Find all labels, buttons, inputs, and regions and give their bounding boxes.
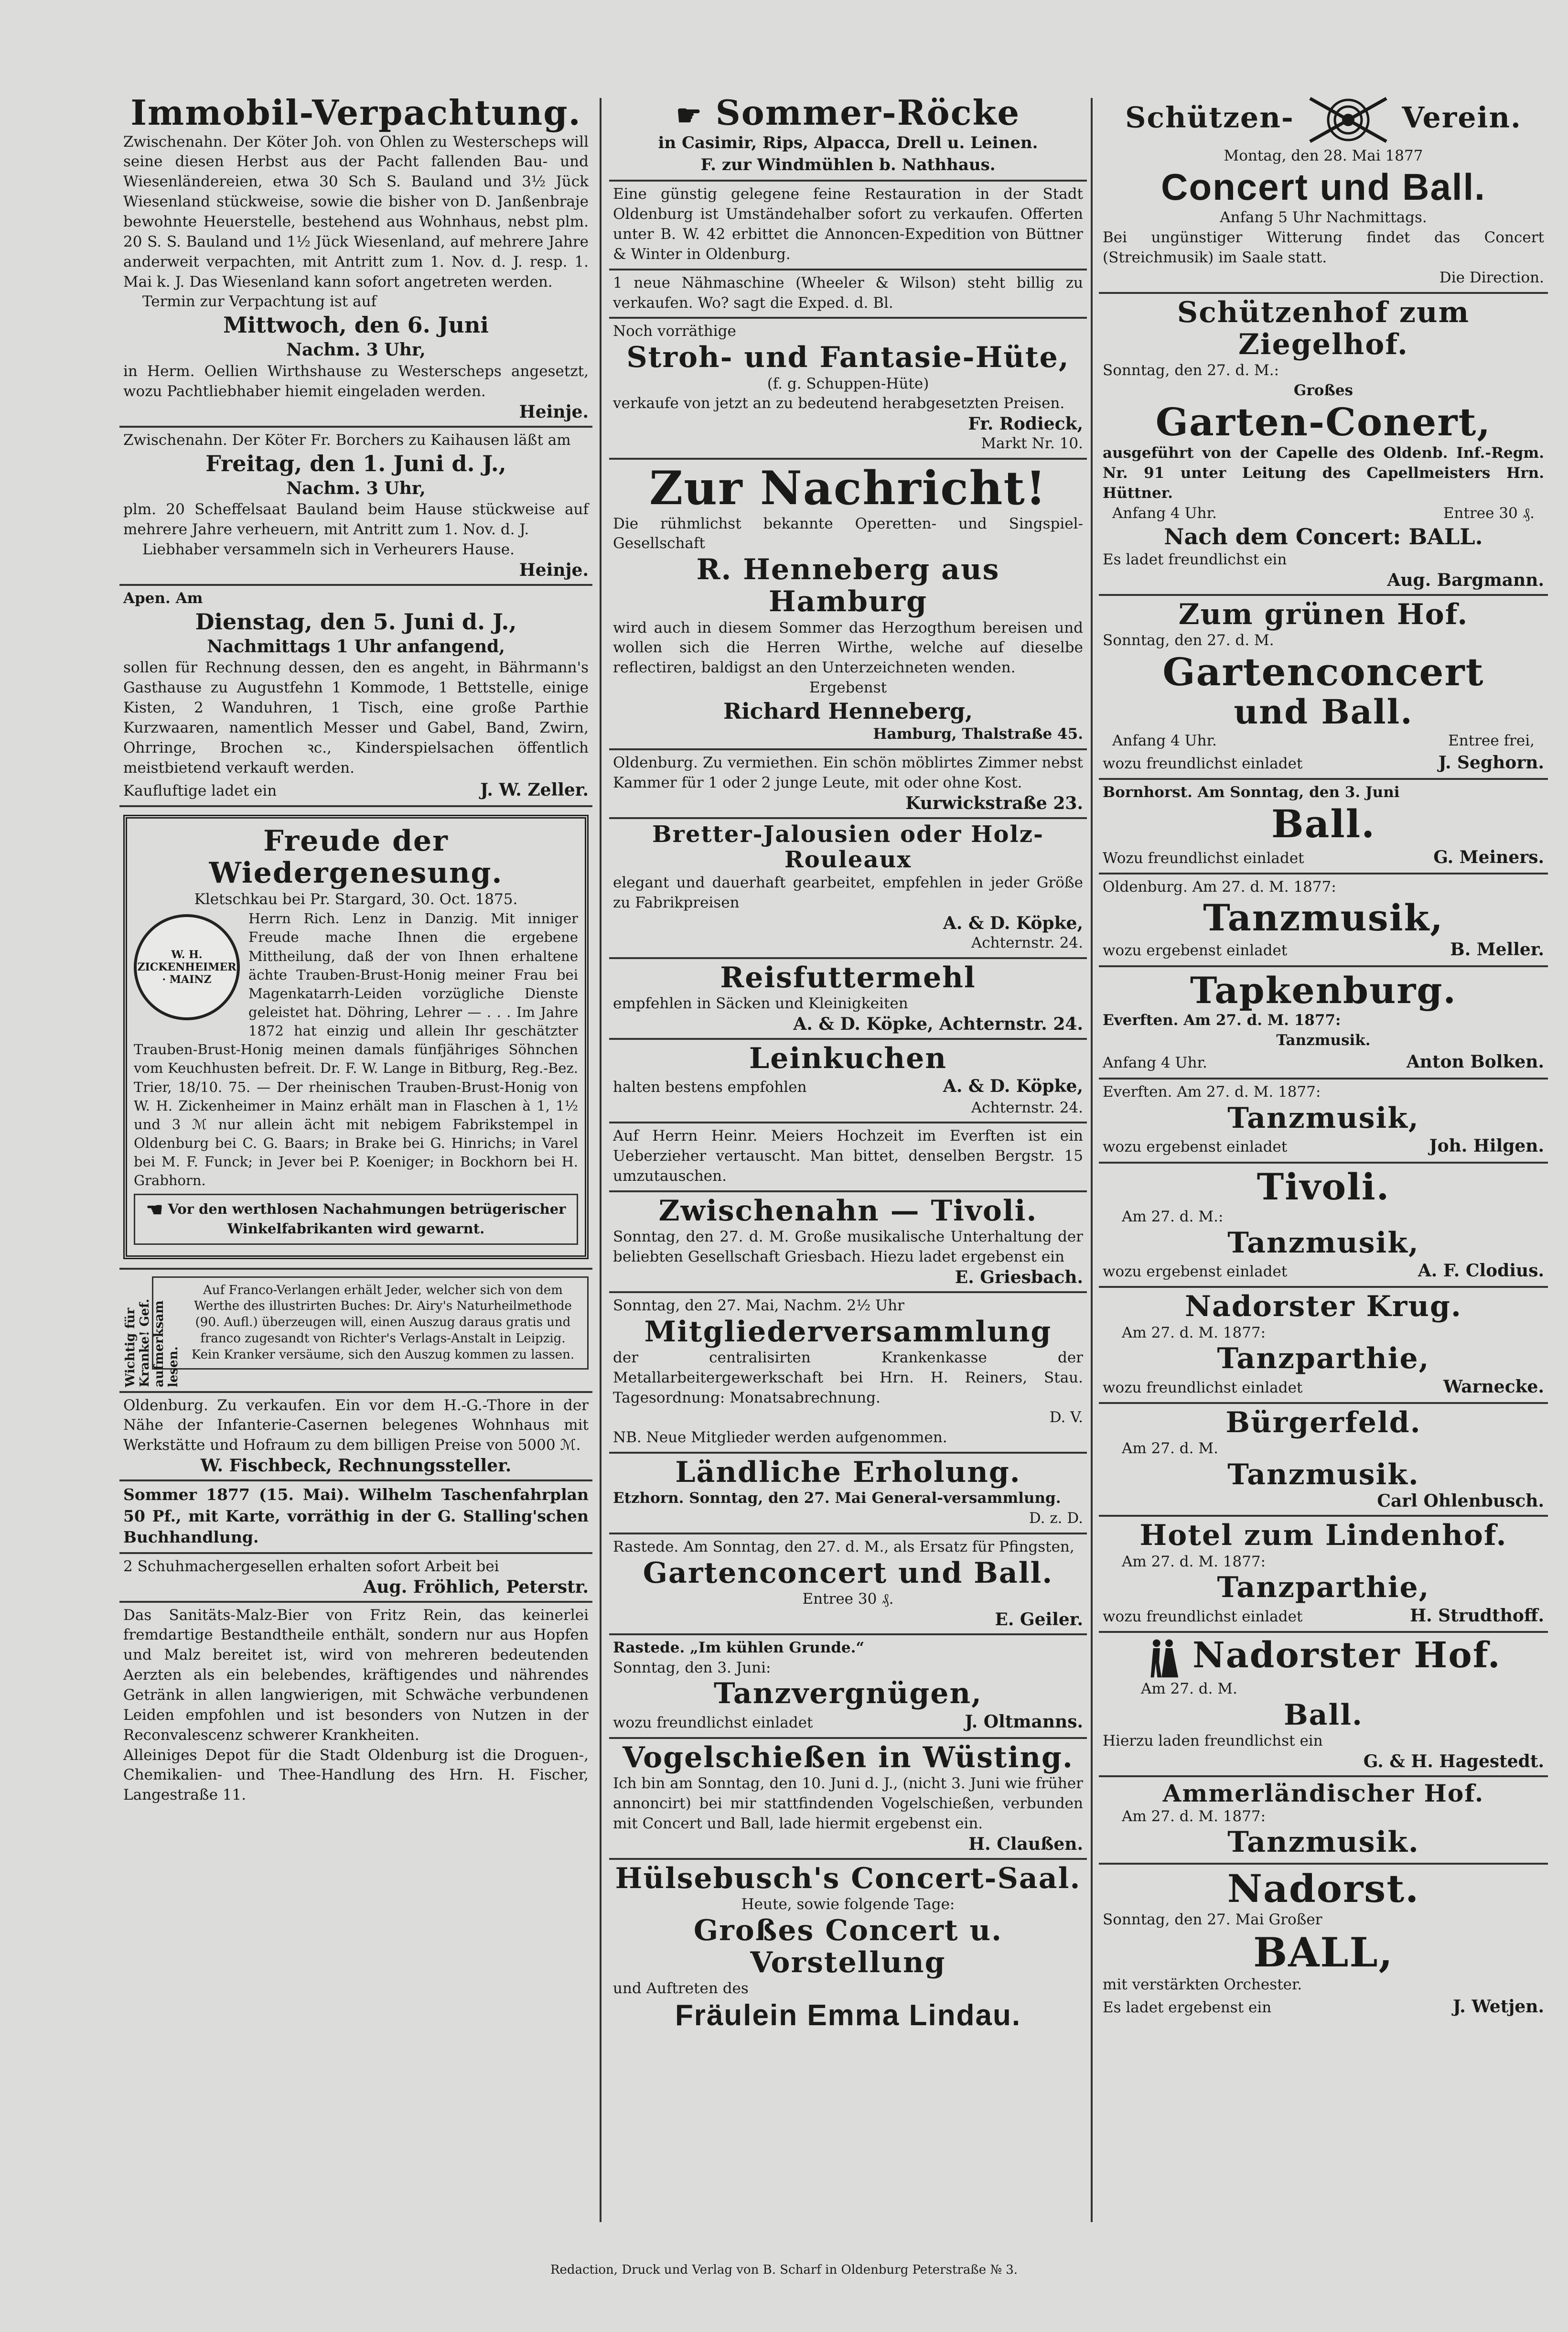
ad-date: Am 27. d. M. 1877: [1122, 1807, 1266, 1825]
ad-date: Am 27. d. M. [1122, 1440, 1218, 1458]
ad-reisfuttermehl [609, 959, 1087, 1040]
ad-body: Liebhaber versammeln sich in Verheurers Hause. [142, 541, 515, 558]
ad-note: NB. Neue Mitglieder werden aufgenommen. [613, 1429, 947, 1447]
ad-date: Mittwoch, den 6. Juni [223, 312, 489, 338]
ad-address: Achternstr. 24. [971, 1099, 1083, 1116]
ad-depot: Alleiniges Depot für die Stadt Oldenburg ist die Droguen-, Chemikalien- und Thee-Handlung des Hrn. H. Fischer, Langestraße 11. [123, 1746, 589, 1804]
ad-stroh-huete [609, 319, 1087, 460]
ad-date: Dienstag, den 5. Juni d. J., [195, 608, 517, 635]
ad-body: mit verstärkten Orchester. [1103, 1976, 1302, 1994]
ad-nadorst [1099, 1865, 1548, 2022]
ad-title: Nadorst. [1227, 1866, 1420, 1911]
ad-nadorster-hof [1099, 1633, 1548, 1777]
ad-title: Stroh- und Fantasie-Hüte, [626, 341, 1070, 375]
ad-start: Anfang 4 Uhr. [1112, 504, 1217, 522]
ad-body: 2 Schuhmachergesellen erhalten sofort Arbeit bei [123, 1557, 499, 1575]
ad-main: Ball. [1283, 1698, 1364, 1732]
ad-signature: J. Seghorn. [1438, 752, 1544, 773]
ad-body: 1 neue Nähmaschine (Wheeler & Wilson) steht billig zu verkaufen. Wo? sagt die Exped. d. Bl. [613, 274, 1083, 312]
ad-jalousien [609, 819, 1087, 959]
ad-warning-text: Vor den werthlosen Nachahmungen betrügerischer Winkelfabrikanten wird gewarnt. [168, 1201, 566, 1237]
ad-title: Tanzvergnügen, [714, 1677, 982, 1711]
ad-intro: Die rühmlichst bekannte Operetten- und Singspiel-Gesellschaft [613, 515, 1083, 552]
pointing-hand-icon: ☛ [676, 99, 703, 132]
ad-body: der centralisirten Krankenkasse der Metallarbeitergewerkschaft bei Hrn. H. Reiners, Stau. Tagesordnung: Monatsabrechnung. [613, 1349, 1083, 1406]
ad-signature: H. Claußen. [968, 1834, 1083, 1854]
ad-signature: J. W. Zeller. [480, 779, 589, 800]
ad-everften-tanzmusik [1099, 1080, 1548, 1164]
ad-title: Immobil-Verpachtung. [130, 92, 581, 133]
imprint-footer: Redaction, Druck und Verlag von B. Scharf in Oldenburg Peterstraße № 3. [550, 2263, 1018, 2277]
ad-date: Am 27. d. M. [1141, 1680, 1237, 1697]
ad-signature: Die Direction. [1439, 269, 1544, 286]
ad-invite: wozu freundlichst einladet [1103, 1379, 1303, 1396]
ad-schuhmacher [119, 1554, 592, 1603]
ad-body: Sonntag, den 27. d. M. Große musikalische Unterhaltung der beliebten Gesellschaft Griesbach. Hiezu ladet ergebenst ein [613, 1228, 1083, 1265]
ad-fischbeck [119, 1393, 592, 1482]
ad-invite: wozu ergebenst einladet [1103, 942, 1288, 960]
ad-entry: Entree frei, [1448, 732, 1535, 749]
ad-signature: Heinje. [519, 560, 589, 580]
ad-body: Zwischenahn. Der Köter Fr. Borchers zu Kaihausen läßt am [123, 431, 571, 449]
ad-title: Gartenconcert und Ball. [643, 1556, 1053, 1590]
ad-title: Hotel zum Lindenhof. [1139, 1519, 1507, 1553]
ad-signature: Joh. Hilgen. [1429, 1136, 1544, 1156]
ad-title: Tapkenburg. [1190, 969, 1457, 1012]
ad-signature: G. & H. Hagestedt. [1363, 1751, 1544, 1771]
ad-title: Freude der Wiedergenesung. [209, 824, 503, 890]
ad-bornhorst [1099, 780, 1548, 874]
column-left [119, 91, 592, 2236]
ad-leinkuchen [609, 1040, 1087, 1124]
ad-main: Tanzmusik. [1227, 1825, 1419, 1859]
ad-main: Tanzparthie, [1217, 1342, 1430, 1376]
ad-trauben-brust-honig [119, 807, 592, 1269]
ad-title: Tanzmusik, [1227, 1101, 1419, 1135]
ad-restauration [609, 182, 1087, 270]
ad-pre: Bornhorst. Am Sonntag, den 3. Juni [1103, 784, 1400, 801]
ad-ueberzieher [609, 1123, 1087, 1192]
ad-zur-nachricht [609, 460, 1087, 750]
ad-pre: Noch vorräthige [613, 323, 736, 340]
ad-signature: J. Oltmanns. [965, 1711, 1083, 1732]
ad-body: Rastede. Am Sonntag, den 27. d. M., als Ersatz für Pfingsten, [613, 1538, 1074, 1555]
ad-date: Sonntag, den 27. Mai Großer [1103, 1911, 1322, 1929]
ad-pre: Everften. Am 27. d. M. 1877: [1103, 1083, 1321, 1101]
ad-signature: D. z. D. [1029, 1510, 1083, 1527]
ad-signature: A. & D. Köpke, [943, 1076, 1083, 1096]
ad-date: Montag, den 28. Mai 1877 [1224, 147, 1423, 164]
ad-regards: Ergebenst [809, 679, 887, 697]
ad-buergerfeld [1099, 1404, 1548, 1517]
ad-vogelschiessen [609, 1739, 1087, 1860]
ad-body: elegant und dauerhaft gearbeitet, empfehlen in jeder Größe zu Fabrikpreisen [613, 874, 1083, 912]
ad-title: Bretter-Jalousien oder Holz-Rouleaux [652, 821, 1044, 874]
ad-invite: Hierzu laden freundlichst ein [1103, 1732, 1323, 1749]
ad-title: Zur Nachricht! [649, 461, 1047, 516]
ad-hotel-lindenhof [1099, 1517, 1548, 1633]
ad-date: Am 27. d. M.: [1122, 1208, 1224, 1225]
ad-date: Sonntag, den 27. d. M. [1103, 631, 1274, 649]
ad-fahrplan [119, 1481, 592, 1554]
ad-title: Tivoli. [1257, 1165, 1390, 1208]
ad-title-row [1103, 94, 1544, 146]
ad-title-left: Schützen- [1125, 101, 1294, 135]
ad-main: Tanzmusik, [1227, 1226, 1419, 1260]
ad-body: Oldenburg. Zu verkaufen. Ein vor dem H.-G.-Thore in der Nähe der Infanterie-Casernen belegenes Wohnhaus mit Werkstätte und Hofraum zu dem billigen Preise von 5000 ℳ. [123, 1396, 589, 1454]
ad-time: Nachm. 3 Uhr, [286, 340, 426, 360]
ad-schuetzen-verein [1099, 91, 1548, 294]
column-middle [609, 91, 1087, 2236]
ad-entry: Entree 30 ₰. [802, 1590, 894, 1608]
ad-after: Nach dem Concert: BALL. [1164, 523, 1483, 550]
ad-nadorster-krug [1099, 1288, 1548, 1404]
target-crossed-rifles-icon [1305, 94, 1391, 146]
ad-date: Sonntag, den 3. Juni: [613, 1659, 771, 1676]
ad-main-2: und Ball. [1234, 692, 1413, 732]
ad-invite: Es ladet ergebenst ein [1103, 1999, 1272, 2017]
ad-signature: Fr. Rodieck, [968, 414, 1083, 434]
ad-time: Nachm. 3 Uhr, [286, 478, 426, 498]
ad-body: Das Sanitäts-Malz-Bier von Fritz Rein, das keinerlei fremdartige Bestandtheile enthält, sondern nur aus Hopfen und Malz bereitet ist, wird von mehreren bedeutenden Aerzten als ein belebendes, kräftigendes und nährendes Getränk in allen langwierigen, mit Schwäche verbundenen Leiden empfohlen und ist besonders von Nutzen in der Reconvalescenz schwerer Krankheiten. [123, 1606, 589, 1744]
ad-body: Auf Herrn Heinr. Meiers Hochzeit im Everften ist ein Ueberzieher vertauscht. Man bittet, denselben Bergstr. 15 umzutauschen. [613, 1127, 1083, 1185]
ad-date: Freitag, den 1. Juni d. J., [205, 450, 506, 476]
ad-main: BALL, [1253, 1929, 1394, 1976]
column-rule-2 [1091, 98, 1093, 2222]
ad-start: Anfang 4 Uhr. [1103, 1054, 1207, 1072]
ad-title: Leinkuchen [749, 1041, 947, 1075]
pointing-hand-icon: ☚ [146, 1198, 163, 1221]
ad-time: Anfang 5 Uhr Nachmittags. [1220, 209, 1427, 227]
ad-laendliche-erholung [609, 1454, 1087, 1534]
ad-signature: Anton Bolken. [1406, 1052, 1544, 1072]
ad-body: ausgeführt von der Capelle des Oldenb. Inf.-Regm. Nr. 91 unter Leitung des Capellmeisters Hrn. Hüttner. [1103, 444, 1544, 502]
ad-main: Tanzmusik. [1227, 1458, 1419, 1492]
ad-sub: Tanzmusik. [1276, 1031, 1371, 1049]
ad-address: Kurwickstraße 23. [905, 793, 1083, 813]
ad-title: Vogelschießen in Wüsting. [623, 1741, 1074, 1775]
ad-dateline: Kletschkau bei Pr. Stargard, 30. Oct. 1875. [194, 890, 518, 908]
ad-invite: Es ladet freundlichst ein [1103, 551, 1287, 568]
ad-malz-bier [119, 1603, 592, 1809]
ad-title: Sommer-Röcke [715, 92, 1020, 133]
ad-time: Nachmittags 1 Uhr anfangend, [207, 636, 505, 657]
ad-subtitle: in Casimir, Rips, Alpacca, Drell u. Leinen. [658, 133, 1038, 152]
ad-tapkenburg [1099, 967, 1548, 1080]
ad-signature: Aug. Fröhlich, Peterstr. [363, 1576, 589, 1597]
ad-body: wird auch in diesem Sommer das Herzogthum bereisen und wollen sich die Herren Wirthe, welche auf dieselbe reflectiren, baldigst an den Unterzeichneten wenden. [613, 619, 1083, 677]
ad-naturheilmethode [119, 1270, 592, 1393]
ad-title: Bürgerfeld. [1225, 1406, 1421, 1440]
ad-invite: wozu ergebenst einladet [1103, 1138, 1288, 1156]
ad-title: Reisfuttermehl [720, 961, 976, 994]
ad-body: Eine günstig gelegene feine Restauration in der Stadt Oldenburg ist Umständehalber sofort zu verkaufen. Offerten unter B. W. 42 erbittet die Annoncen-Expedition von Büttner & Winter in Oldenburg. [613, 185, 1083, 263]
ad-huelsebusch [609, 1860, 1087, 2036]
ad-name: R. Henneberg aus Hamburg [696, 553, 1000, 619]
ad-title: Schützenhof zum Ziegelhof. [1177, 295, 1470, 361]
ad-schuetzenhof-ziegelhof [1099, 294, 1548, 596]
ad-mitgliederversammlung [609, 1293, 1087, 1454]
ad-mid: und Auftreten des [613, 1980, 749, 1997]
ad-body: Sommer 1877 (15. Mai). Wilhelm Taschenfahrplan 50 Pf., mit Karte, vorräthig in der G. Stalling'schen Buchhandlung. [123, 1485, 589, 1547]
ad-address: Achternstr. 24. [971, 934, 1083, 951]
ad-body: Zwischenahn. Der Köter Joh. von Ohlen zu Westerscheps will seine diesen Herbst aus der Pacht fallenden Bau- und Wiesenländereien, etwa 30 Sch S. Bauland und 3½ Jück Wiesenland stückweise, sowie die bisher von D. Janßenbraje bewohnte Heuerstelle, bestehend aus Wohnhaus, nebst plm. 20 S. S. Bauland und 1½ Jück Wiesenland, auf mehrere Jahre anderweit verpachten, mit Antritt zum 1. Nov. d. J. resp. 1. Mai k. J. Das Wiesenland kann sofort angetreten werden. [123, 133, 589, 291]
ad-signature: H. Strudthoff. [1410, 1605, 1544, 1626]
ad-body: Ich bin am Sonntag, den 10. Juni d. J., (nicht 3. Juni wie früher annoncirt) bei mir stattfindenden Vogelschießen, verbunden mit Concert und Ball, lade hiermit ergebenst ein. [613, 1775, 1083, 1833]
ad-signature: F. zur Windmühlen b. Nathhaus. [700, 155, 996, 174]
ad-body: Herrn Rich. Lenz in Danzig. Mit inniger Freude mache Ihnen die ergebene Mittheilung, daß der von Ihnen erhaltene ächte Trauben-Brust-Honig meiner Frau bei Magenkatarrh-Leiden vorzügliche Dienste geleistet hat. Döhring, Lehrer — . . . Im Jahre 1872 hat einzig und allein Ihr geschätzter Trauben-Brust-Honig meinen damals fünfjähriges Söhnchen vom Keuchhusten befreit. Dr. F. W. Lange in Bitburg, Reg.-Bez. Trier, 18/10. 75. — Der rheinischen Trauben-Brust-Honig von W. H. Zickenheimer in Mainz erhält man in Flaschen à 1, 1½ und 3 ℳ nur allein ächt mit nebigem Fabrikstempel in Oldenburg bei C. G. Baars; in Brake bei G. Hinrichs; in Varel bei M. F. Funck; in Jever bei P. Koeniger; in Bockhorn bei H. Grabhorn. [134, 910, 578, 1189]
ad-title: Mitgliederversammlung [644, 1315, 1052, 1349]
ad-main: Tanzparthie, [1217, 1571, 1430, 1605]
ad-warning [134, 1194, 578, 1244]
ad-invite: Kaufluftige ladet ein [123, 782, 277, 799]
ad-body: verkaufe von jetzt an zu bedeutend herabgesetzten Preisen. [613, 395, 1065, 412]
ad-place: in Herm. Oellien Wirthshause zu Westerscheps angesetzt, wozu Pachtliebhaber hiemit eingeladen werden. [123, 363, 589, 400]
ad-signature: J. Wetjen. [1453, 1997, 1544, 2017]
ad-side-text: Wichtig für Kranke! Gef. aufmerksam lesen. [123, 1298, 181, 1387]
ad-signature: B. Meller. [1450, 939, 1544, 960]
ad-main: Garten-Conert, [1155, 399, 1492, 444]
ad-signature: A. F. Clodius. [1418, 1260, 1544, 1281]
ad-zum-gruenen-hof [1099, 596, 1548, 780]
ad-apen-auction [119, 586, 592, 807]
ad-title-right: Verein. [1402, 101, 1522, 135]
ad-invite: wozu freundlichst einladet [613, 1714, 813, 1731]
ad-body: Bei ungünstiger Witterung findet das Concert (Streichmusik) im Saale statt. [1103, 229, 1544, 266]
ad-entry: Entree 30 ₰. [1443, 504, 1535, 522]
ad-signature: A. & D. Köpke, [943, 913, 1083, 933]
ad-signature: G. Meiners. [1433, 847, 1544, 867]
column-rule-1 [600, 98, 601, 2222]
ad-body: halten bestens empfohlen [613, 1078, 807, 1096]
ad-title: Hülsebusch's Concert-Saal. [615, 1861, 1081, 1895]
ad-title: Nadorster Krug. [1185, 1290, 1462, 1324]
ad-title: Tanzmusik, [1203, 896, 1444, 939]
ad-vermiethen [609, 750, 1087, 819]
ad-signature: W. Fischbeck, Rechnungssteller. [200, 1456, 512, 1476]
ad-main: Gartenconcert [1162, 649, 1484, 694]
ad-invite: wozu freundlichst einladet [1103, 755, 1303, 772]
ad-big: Großes [1293, 381, 1353, 399]
ad-signature: A. & D. Köpke, Achternstr. 24. [793, 1014, 1083, 1034]
ad-start: Anfang 4 Uhr. [1112, 732, 1217, 749]
ad-signature: Warnecke. [1443, 1376, 1544, 1397]
ad-zwischenahn-tivoli [609, 1192, 1087, 1293]
ad-date: Am 27. d. M. 1877: [1122, 1553, 1266, 1570]
ad-pre: Heute, sowie folgende Tage: [741, 1896, 955, 1913]
ad-pre: Everften. Am 27. d. M. 1877: [1103, 1011, 1341, 1029]
ad-date: Am 27. d. M. 1877: [1122, 1324, 1266, 1341]
ad-body: plm. 20 Scheffelsaat Bauland beim Hause stückweise auf mehrere Jahre verheuern, mit Antritt zum 1. Nov. d. J. [123, 501, 589, 539]
ad-title: Nadorster Hof. [1192, 1635, 1501, 1676]
column-right [1099, 91, 1548, 2236]
ad-place: Apen. Am [123, 589, 203, 607]
ad-title: Ball. [1271, 801, 1376, 846]
ad-date: Sonntag, den 27. d. M.: [1103, 361, 1279, 379]
ad-term: Termin zur Verpachtung ist auf [142, 293, 377, 311]
ad-borchers [119, 428, 592, 586]
ad-immobil-verpachtung [119, 91, 592, 428]
ad-main: Concert und Ball. [1161, 165, 1486, 208]
ad-invite: Wozu freundlichst einladet [1103, 849, 1304, 867]
ad-title: Ländliche Erholung. [675, 1456, 1021, 1490]
ad-signature: Heinje. [519, 401, 589, 422]
ad-ammerlaendischer-hof [1099, 1777, 1548, 1865]
ad-naehmaschine [609, 270, 1087, 319]
ad-signature: D. V. [1049, 1409, 1083, 1426]
ad-sommer-roecke [609, 91, 1087, 182]
ad-star: Fräulein Emma Lindau. [675, 1999, 1021, 2032]
ad-invite: wozu ergebenst einladet [1103, 1263, 1288, 1280]
ad-pre: Rastede. „Im kühlen Grunde.“ [613, 1639, 865, 1656]
ad-rastede-gartenconcert [609, 1534, 1087, 1635]
ad-invite: wozu freundlichst einladet [1103, 1608, 1303, 1625]
ad-title-row [1103, 1636, 1544, 1679]
ad-body: sollen für Rechnung dessen, den es angeht, in Bährmann's Gasthause zu Augustfehn 1 Kommode, 1 Bettstelle, einige Kisten, 2 Wanduhren, 1 Tisch, eine große Parthie Kurzwaaren, namentlich Messer und Gabel, Band, Zwirn, Ohrringe, Brochen ꝛc., Kinderspielsachen öffentlich meistbietend verkauft werden. [123, 659, 589, 777]
ad-im-kuehlen-grunde [609, 1635, 1087, 1739]
ad-address: Hamburg, Thalstraße 45. [873, 725, 1083, 743]
ad-paren: (f. g. Schuppen-Hüte) [767, 375, 929, 392]
ad-signature: E. Geiler. [995, 1609, 1083, 1630]
ad-box: Auf Franco-Verlangen erhält Jeder, welcher sich von dem Werthe des illustrirten Buches: Dr. Airy's Naturheilmethode (90. Aufl.) überzeugen will, einen Auszug daraus gratis und franco zugesandt von Richter's Verlags-Anstalt in Leipzig. Kein Kranker versäume, sich den Auszug kommen zu lassen. [152, 1276, 589, 1370]
ad-oldenburg-tanzmusik [1099, 874, 1548, 967]
ad-pre: Sonntag, den 27. Mai, Nachm. 2½ Uhr [613, 1296, 904, 1314]
ad-signature: Richard Henneberg, [723, 698, 973, 724]
ad-tivoli [1099, 1164, 1548, 1288]
ad-signature: E. Griesbach. [955, 1267, 1083, 1287]
ad-body: empfehlen in Säcken und Kleinigkeiten [613, 994, 908, 1012]
ad-body: Etzhorn. Sonntag, den 27. Mai General-versammlung. [613, 1490, 1061, 1507]
ad-body: Oldenburg. Zu vermiethen. Ein schön möblirtes Zimmer nebst Kammer für 1 oder 2 junge Leute, mit oder ohne Kost. [613, 754, 1083, 791]
ad-pre: Oldenburg. Am 27. d. M. 1877: [1103, 878, 1336, 896]
zickenheimer-seal-icon: W. H. ZICKENHEIMER · MAINZ [134, 914, 240, 1020]
dancing-couple-icon [1146, 1637, 1179, 1679]
ad-main: Großes Concert u. Vorstellung [693, 1914, 1003, 1980]
ad-signature: Aug. Bargmann. [1387, 570, 1544, 590]
ad-address: Markt Nr. 10. [981, 435, 1083, 453]
ad-frame [123, 815, 589, 1259]
ad-signature: Carl Ohlenbusch. [1377, 1491, 1544, 1511]
ad-title: Zum grünen Hof. [1178, 597, 1469, 631]
ad-title: Zwischenahn — Tivoli. [658, 1194, 1038, 1228]
ad-title: Ammerländischer Hof. [1162, 1779, 1484, 1807]
ad-title-row [613, 94, 1083, 132]
